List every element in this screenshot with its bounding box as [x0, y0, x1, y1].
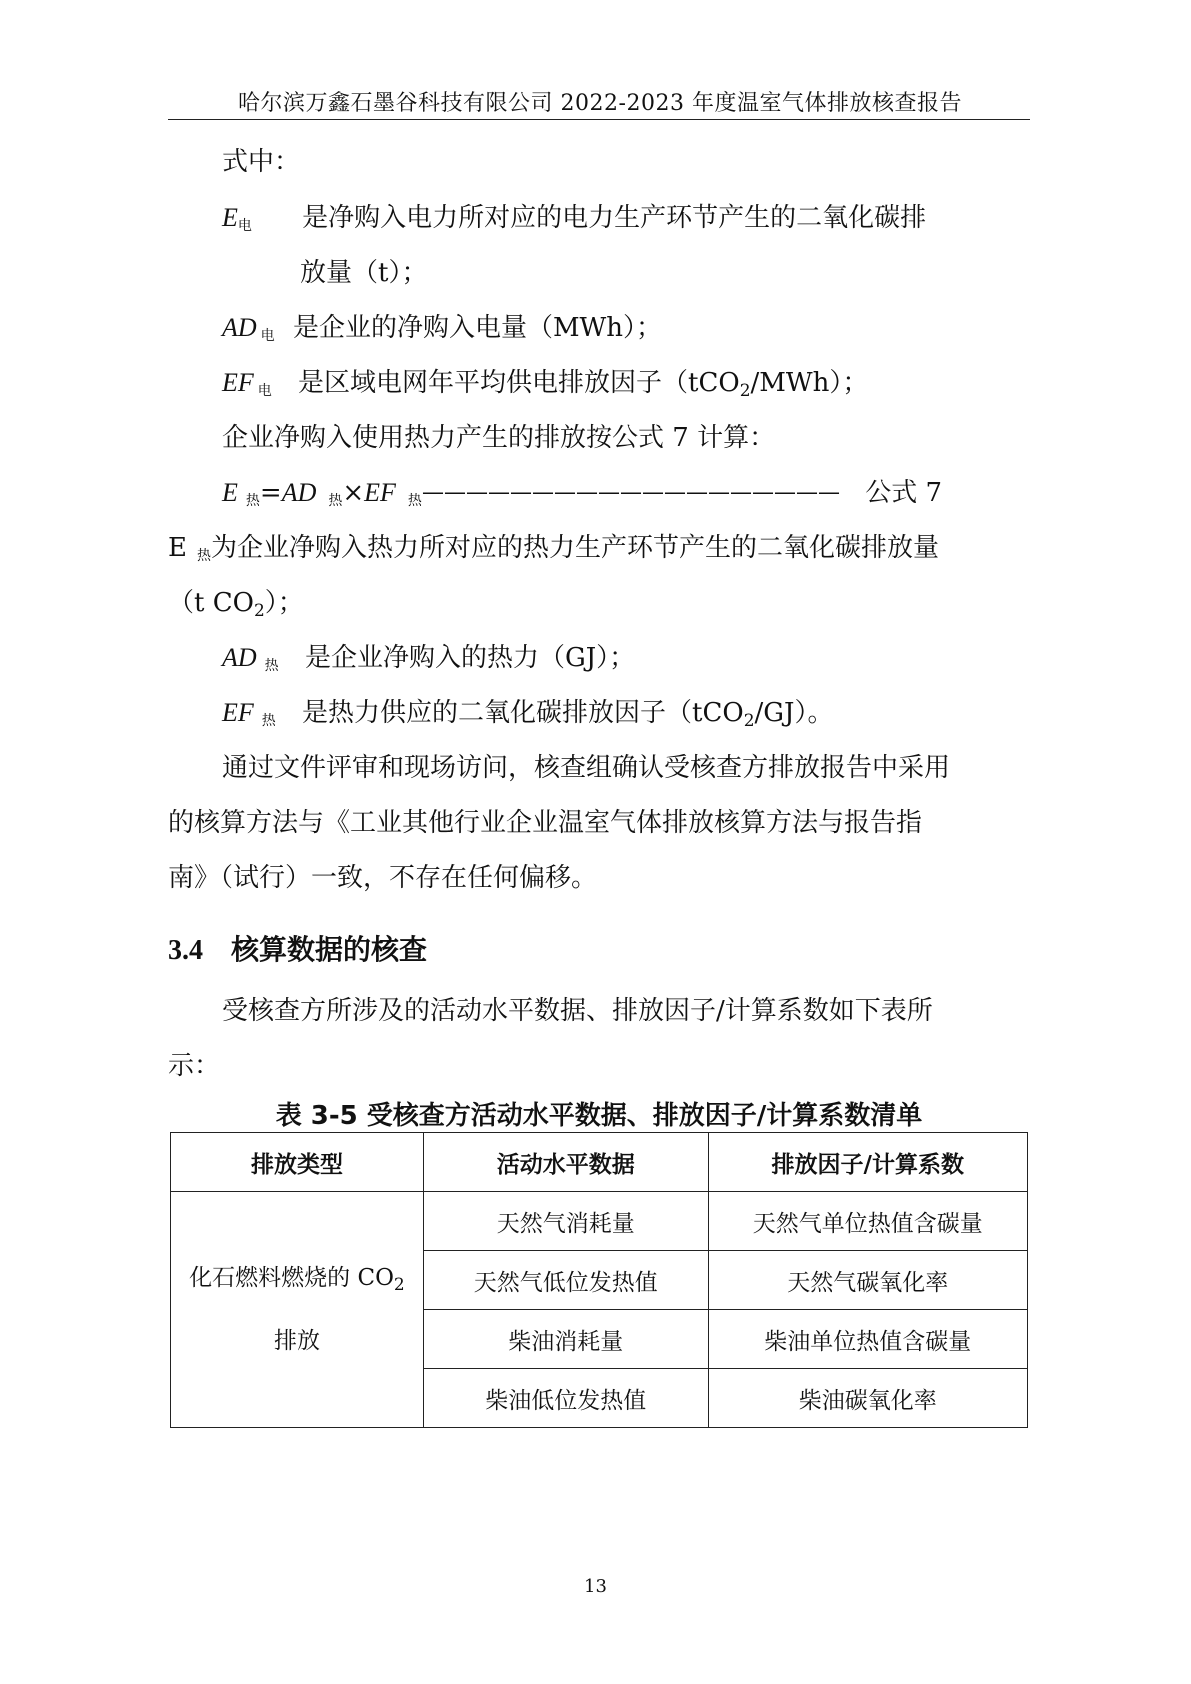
- definition-text: 是热力供应的二氧化碳排放因子（tCO: [302, 698, 744, 728]
- definition-text: 是企业的净购入电量（MWh）；: [292, 313, 663, 343]
- subscript: 电: [257, 383, 272, 399]
- paragraph-line: 南》（试行）一致，不存在任何偏移。: [168, 863, 598, 893]
- cell-text: 排放: [273, 1328, 320, 1354]
- header-cell: 排放因子/计算系数: [708, 1133, 1027, 1192]
- paragraph-line: 通过文件评审和现场访问，核查组确认受核查方排放报告中采用: [222, 753, 951, 783]
- page-number: 13: [584, 1576, 607, 1597]
- emission-type-cell: [171, 1192, 424, 1428]
- formula-label: 公式 7: [865, 478, 942, 508]
- section-number: 3.4: [168, 935, 203, 966]
- variable: EF: [222, 368, 254, 397]
- subscript: 热: [245, 493, 260, 509]
- subscript: 2: [253, 601, 265, 621]
- factor-cell: 天然气单位热值含碳量: [708, 1192, 1027, 1251]
- variable: AD: [222, 643, 257, 672]
- paragraph-line: 受核查方所涉及的活动水平数据、排放因子/计算系数如下表所: [222, 996, 933, 1026]
- cell-text: 化石燃料燃烧的 CO: [189, 1265, 394, 1291]
- formula-dash: ———————————————————: [422, 480, 840, 505]
- definition-ef-electric: [222, 366, 868, 408]
- variable: AD: [222, 313, 257, 342]
- activity-cell: 柴油低位发热值: [423, 1369, 708, 1428]
- subscript: 2: [739, 381, 751, 401]
- activity-cell: 天然气消耗量: [423, 1192, 708, 1251]
- operator: =: [259, 478, 282, 508]
- subscript: 2: [743, 711, 755, 731]
- definition-e-heat: [168, 531, 939, 573]
- definition-text: /GJ）。: [754, 698, 834, 728]
- subscript: 电: [237, 218, 252, 234]
- variable: EF: [364, 478, 396, 507]
- definition-text: 是区域电网年平均供电排放因子（tCO: [298, 368, 740, 398]
- header-cell: 活动水平数据: [423, 1133, 708, 1192]
- subscript: 热: [328, 493, 343, 509]
- subscript: 热: [196, 548, 211, 564]
- operator: ×: [342, 478, 365, 508]
- variable: EF: [222, 698, 254, 727]
- subscript: 2: [393, 1275, 405, 1295]
- subscript: 热: [407, 493, 422, 509]
- paragraph-line: 示：: [168, 1051, 221, 1081]
- factor-cell: 柴油碳氧化率: [708, 1369, 1027, 1428]
- page-header: 哈尔滨万鑫石墨谷科技有限公司 2022-2023 年度温室气体排放核查报告: [238, 91, 962, 116]
- header-divider: [168, 119, 1030, 120]
- definition-ad-heat: [222, 641, 635, 683]
- definition-ad-electric: [222, 311, 662, 353]
- activity-cell: 天然气低位发热值: [423, 1251, 708, 1310]
- definition-text: /MWh）；: [750, 368, 869, 398]
- definition-text: 是净购入电力所对应的电力生产环节产生的二氧化碳排: [302, 203, 927, 233]
- table-header-row: [171, 1133, 1028, 1192]
- variable: AD: [281, 478, 317, 507]
- paragraph-line: 的核算方法与《工业其他行业企业温室气体排放核算方法与报告指: [168, 808, 923, 838]
- definition-text: 是企业净购入的热力（GJ）；: [304, 643, 636, 673]
- subscript: 热: [261, 713, 276, 729]
- factor-cell: 天然气碳氧化率: [708, 1251, 1027, 1310]
- section-title: 核算数据的核查: [231, 933, 428, 966]
- variable: E: [222, 203, 238, 232]
- activity-cell: 柴油消耗量: [423, 1310, 708, 1369]
- variable: E: [168, 533, 187, 563]
- definition-text: ）；: [264, 588, 304, 618]
- subscript: 热: [264, 658, 279, 674]
- definition-e-heat-cont: [168, 586, 304, 628]
- definition-text: （t CO: [168, 588, 254, 618]
- factor-cell: 柴油单位热值含碳量: [708, 1310, 1027, 1369]
- section-heading: [168, 928, 427, 968]
- formula-7: [222, 476, 942, 518]
- definition-text: 为企业净购入热力所对应的热力生产环节产生的二氧化碳排放量: [210, 533, 939, 563]
- header-cell: 排放类型: [171, 1133, 424, 1192]
- definition-e-electric-cont: 放量（t）；: [300, 258, 428, 288]
- variable: E: [222, 478, 238, 507]
- table-row: [171, 1192, 1028, 1251]
- definition-ef-heat: [222, 696, 833, 738]
- text-line: 式中：: [222, 147, 301, 177]
- data-table: [170, 1132, 1028, 1428]
- text-line: 企业净购入使用热力产生的排放按公式 7 计算：: [222, 423, 776, 453]
- table-caption: 表 3-5 受核查方活动水平数据、排放因子/计算系数清单: [275, 1101, 923, 1131]
- subscript: 电: [260, 328, 275, 344]
- definition-e-electric: [222, 201, 926, 243]
